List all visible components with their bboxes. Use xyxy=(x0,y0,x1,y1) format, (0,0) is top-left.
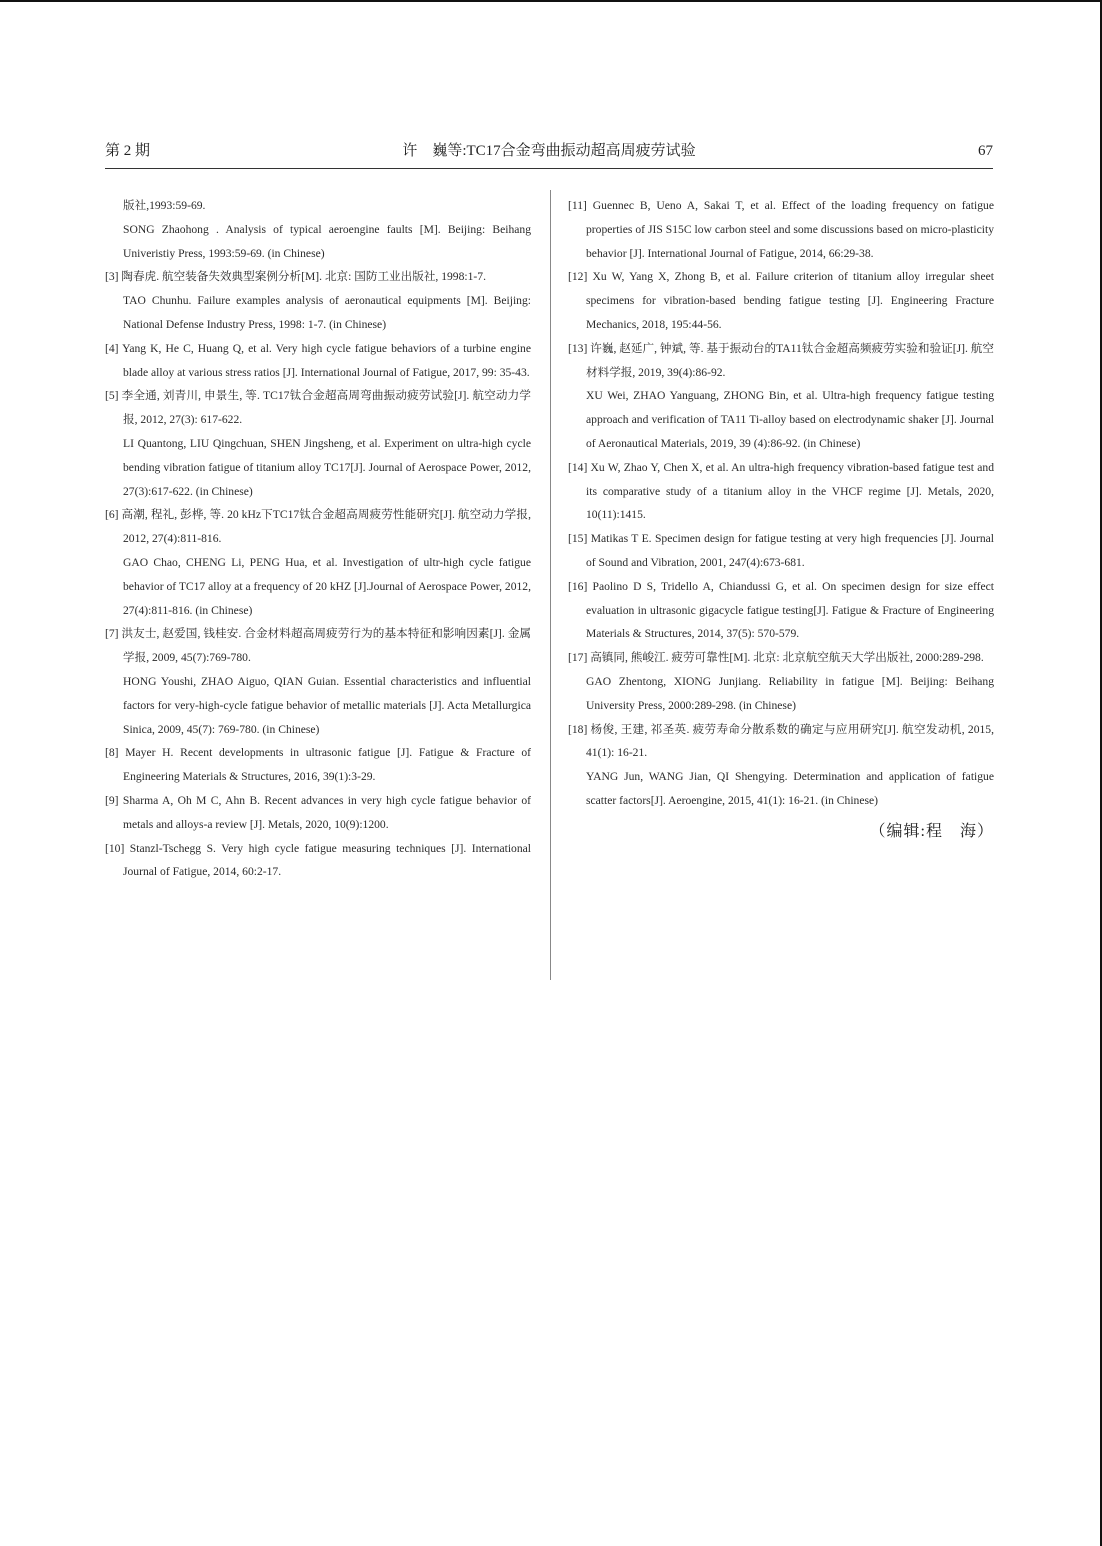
reference-translation: XU Wei, ZHAO Yanguang, ZHONG Bin, et al. Ultra-high frequency fatigue testing approach and verification of TA11 Ti-alloy based on electrodynamic shaker [J]. Journal of Aeronautical Materials, 2019, 39 (4):86-92. (in Chinese) xyxy=(586,389,994,450)
reference-entry xyxy=(568,194,994,265)
reference-entry xyxy=(105,789,531,837)
reference-entry xyxy=(105,384,531,503)
reference-translation: GAO Zhentong, XIONG Junjiang. Reliability in fatigue [M]. Beijing: Beihang University Press, 2000:289-298. (in Chinese) xyxy=(586,674,994,712)
reference-text: [12] Xu W, Yang X, Zhong B, et al. Failure criterion of titanium alloy irregular sheet specimens for vibration-based bending fatigue testing [J]. Engineering Fracture Mechanics, 2018, 195:44-56. xyxy=(568,270,994,331)
reference-entry xyxy=(568,456,994,527)
reference-entry xyxy=(568,527,994,575)
reference-text: [6] 高潮, 程礼, 彭桦, 等. 20 kHz下TC17钛合金超高周疲劳性能研究[J]. 航空动力学报, 2012, 27(4):811-816. xyxy=(105,508,531,546)
reference-translation: GAO Chao, CHENG Li, PENG Hua, et al. Investigation of ultr-high cycle fatigue behavior of TC17 alloy at a frequency of 20 kHZ [J].Journal of Aerospace Power, 2012, 27(4):811-816. (in Chinese) xyxy=(123,555,531,617)
reference-text: 版社,1993:59-69. xyxy=(123,199,206,212)
reference-translation: TAO Chunhu. Failure examples analysis of aeronautical equipments [M]. Beijing: National Defense Industry Press, 1998: 1-7. (in Chinese) xyxy=(123,294,531,331)
page-number: 67 xyxy=(978,143,993,159)
reference-entry xyxy=(105,337,531,385)
running-header xyxy=(105,140,993,164)
reference-text: [10] Stanzl-Tschegg S. Very high cycle fatigue measuring techniques [J]. International Journal of Fatigue, 2014, 60:2-17. xyxy=(105,841,531,879)
reference-entry xyxy=(568,337,994,456)
reference-entry xyxy=(568,718,994,813)
reference-text: [4] Yang K, He C, Huang Q, et al. Very high cycle fatigue behaviors of a turbine engine blade alloy at various stress ratios [J]. International Journal of Fatigue, 2017, 99: 35-43. xyxy=(105,341,531,379)
running-title: 许 巍等:TC17合金弯曲振动超高周疲劳试验 xyxy=(402,143,696,159)
reference-text: [9] Sharma A, Oh M C, Ahn B. Recent advances in very high cycle fatigue behavior of metals and alloys-a review [J]. Metals, 2020, 10(9):1200. xyxy=(105,793,531,831)
reference-entry xyxy=(568,575,994,646)
issue-number: 第 2 期 xyxy=(105,143,151,159)
reference-text: [14] Xu W, Zhao Y, Chen X, et al. An ultra-high frequency vibration-based fatigue test and its comparative study of a titanium alloy in the VHCF regime [J]. Metals, 2020, 10(11):1415. xyxy=(568,460,994,522)
page-border-top xyxy=(0,0,1102,2)
reference-entry xyxy=(105,265,531,336)
reference-text: [7] 洪友士, 赵爱国, 钱桂安. 合金材料超高周疲劳行为的基本特征和影响因素[J]. 金属学报, 2009, 45(7):769-780. xyxy=(105,627,531,665)
reference-text: [15] Matikas T E. Specimen design for fatigue testing at very high frequencies [J]. Journal of Sound and Vibration, 2001, 247(4):673-681. xyxy=(568,532,994,569)
reference-translation: SONG Zhaohong . Analysis of typical aeroengine faults [M]. Beijing: Beihang Univeristiy Press, 1993:59-69. (in Chinese) xyxy=(123,222,531,260)
references-left-column xyxy=(105,194,531,884)
reference-entry xyxy=(105,741,531,789)
reference-text: [11] Guennec B, Ueno A, Sakai T, et al. Effect of the loading frequency on fatigue properties of JIS S15C low carbon steel and some discussions based on micro-plasticity behavior [J]. International Journal of Fatigue, 2014, 66:29-38. xyxy=(568,199,994,260)
reference-translation: LI Quantong, LIU Qingchuan, SHEN Jingsheng, et al. Experiment on ultra-high cycle bending vibration fatigue of titanium alloy TC17[J]. Journal of Aerospace Power, 2012, 27(3):617-622. (in Chinese) xyxy=(123,436,531,498)
reference-entry xyxy=(105,622,531,741)
reference-text: [18] 杨俊, 王建, 祁圣英. 疲劳寿命分散系数的确定与应用研究[J]. 航空发动机, 2015, 41(1): 16-21. xyxy=(568,722,994,760)
references-right-column xyxy=(568,194,994,847)
reference-translation: YANG Jun, WANG Jian, QI Shengying. Determination and application of fatigue scatter factors[J]. Aeroengine, 2015, 41(1): 16-21. (in Chinese) xyxy=(586,770,994,807)
column-divider xyxy=(550,190,551,980)
editor-credit: （编辑:程 海） xyxy=(869,822,994,840)
reference-entry xyxy=(568,265,994,336)
reference-text: [8] Mayer H. Recent developments in ultrasonic fatigue [J]. Fatigue & Fracture of Engineering Materials & Structures, 2016, 39(1):3-29. xyxy=(105,746,531,784)
reference-entry xyxy=(105,194,531,265)
reference-text: [3] 陶春虎. 航空装备失效典型案例分析[M]. 北京: 国防工业出版社, 1998:1-7. xyxy=(105,270,486,284)
reference-entry xyxy=(568,646,994,717)
reference-text: [5] 李全通, 刘青川, 申景生, 等. TC17钛合金超高周弯曲振动疲劳试验[J]. 航空动力学报, 2012, 27(3): 617-622. xyxy=(105,389,531,427)
reference-entry xyxy=(105,503,531,622)
reference-text: [17] 高镇同, 熊峻江. 疲劳可靠性[M]. 北京: 北京航空航天大学出版社, 2000:289-298. xyxy=(568,651,984,665)
reference-text: [13] 许巍, 赵延广, 钟斌, 等. 基于振动台的TA11钛合金超高频疲劳实验和验证[J]. 航空材料学报, 2019, 39(4):86-92. xyxy=(568,341,994,379)
reference-text: [16] Paolino D S, Tridello A, Chiandussi G, et al. On specimen design for size effect evaluation in ultrasonic gigacycle fatigue testing[J]. Fatigue & Fracture of Engineering Materials & Structures, 2014, 37(5): 570-579. xyxy=(568,579,994,641)
header-rule xyxy=(105,168,993,169)
reference-entry xyxy=(105,837,531,885)
reference-translation: HONG Youshi, ZHAO Aiguo, QIAN Guian. Essential characteristics and influential factors for very-high-cycle fatigue behavior of metallic materials [J]. Acta Metallurgica Sinica, 2009, 45(7): 769-780. (in Chinese) xyxy=(123,674,531,736)
